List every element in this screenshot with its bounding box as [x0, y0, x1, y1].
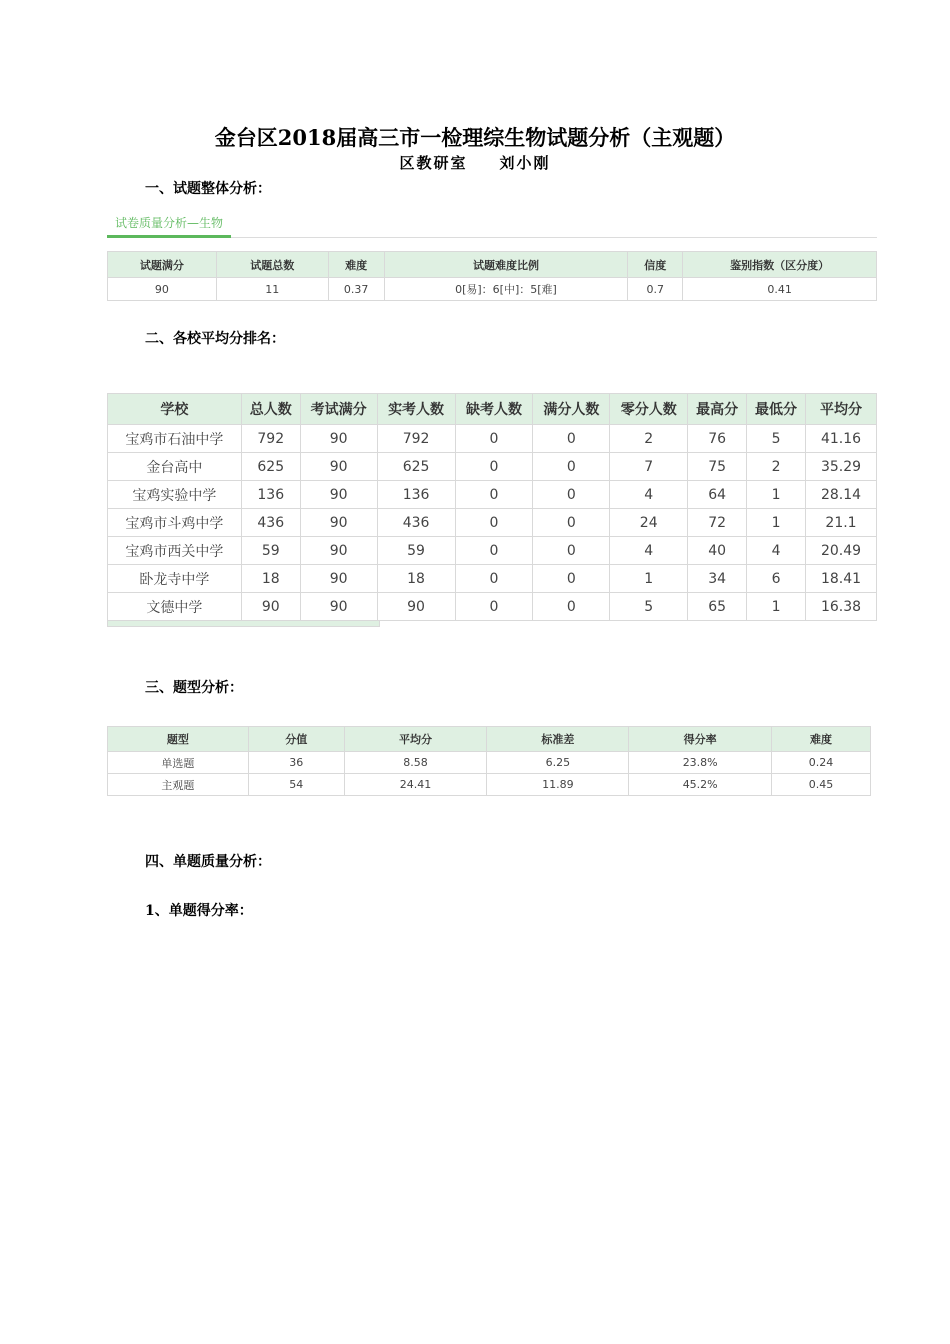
subsection-heading-item-score-rate: 1、单题得分率：	[145, 903, 253, 919]
header-cell: 最高分	[688, 394, 747, 425]
header-cell: 试题总数	[216, 252, 328, 278]
table-row	[108, 752, 871, 774]
table-cell: 0[易]：6[中]：5[难]	[384, 278, 628, 301]
document-title: 金台区2018届高三市一检理综生物试题分析（主观题）	[214, 125, 736, 150]
table-cell: 23.8%	[629, 752, 772, 774]
header-cell: 平均分	[344, 727, 487, 752]
table-cell: 1	[747, 481, 806, 509]
table-cell: 0	[533, 425, 610, 453]
table-cell: 436	[241, 509, 300, 537]
table-cell: 5	[747, 425, 806, 453]
table-cell: 90	[241, 593, 300, 621]
table-cell: 20.49	[805, 537, 876, 565]
header-cell: 信度	[628, 252, 683, 278]
table-cell: 0.24	[772, 752, 871, 774]
table-cell: 文德中学	[108, 593, 242, 621]
table-cell: 54	[248, 774, 344, 796]
table-cell: 1	[610, 565, 688, 593]
header-cell: 考试满分	[300, 394, 377, 425]
table-row	[108, 537, 877, 565]
table-cell: 75	[688, 453, 747, 481]
table-header-row	[108, 252, 877, 278]
table-cell: 0	[533, 481, 610, 509]
table-row	[108, 278, 877, 301]
section-heading-types: 三、题型分析：	[145, 680, 243, 696]
table-header-row	[108, 394, 877, 425]
table-row	[108, 774, 871, 796]
table-row	[108, 565, 877, 593]
table-cell: 792	[377, 425, 455, 453]
table-footer-strip	[107, 621, 380, 627]
table-cell: 16.38	[805, 593, 876, 621]
table-cell: 72	[688, 509, 747, 537]
tab-bar	[107, 213, 877, 238]
table-cell: 2	[610, 425, 688, 453]
table-cell: 59	[377, 537, 455, 565]
header-cell: 标准差	[487, 727, 629, 752]
table-cell: 76	[688, 425, 747, 453]
table-cell: 0	[455, 481, 533, 509]
table-cell: 41.16	[805, 425, 876, 453]
subtitle-org: 区教研室	[399, 154, 468, 172]
header-cell: 试题难度比例	[384, 252, 628, 278]
section-heading-item-quality: 四、单题质量分析：	[145, 854, 271, 870]
table-cell: 90	[300, 481, 377, 509]
table-cell: 35.29	[805, 453, 876, 481]
table-cell: 136	[377, 481, 455, 509]
table-row	[108, 453, 877, 481]
table-cell: 0	[455, 425, 533, 453]
table-cell: 2	[747, 453, 806, 481]
table-cell: 0	[533, 537, 610, 565]
table-cell: 18	[241, 565, 300, 593]
table-row	[108, 509, 877, 537]
table-cell: 0	[455, 453, 533, 481]
table-cell: 45.2%	[629, 774, 772, 796]
tab-exam-quality[interactable]: 试卷质量分析—生物	[107, 213, 231, 238]
table-cell: 0.37	[328, 278, 384, 301]
table-cell: 4	[747, 537, 806, 565]
question-type-table	[107, 726, 871, 796]
table-cell: 0	[455, 593, 533, 621]
table-cell: 11.89	[487, 774, 629, 796]
header-cell: 零分人数	[610, 394, 688, 425]
table-row	[108, 425, 877, 453]
table-cell: 136	[241, 481, 300, 509]
table-cell: 0	[533, 565, 610, 593]
table-cell: 792	[241, 425, 300, 453]
table-cell: 625	[377, 453, 455, 481]
table-cell: 65	[688, 593, 747, 621]
table-cell: 0	[533, 453, 610, 481]
overall-table	[107, 251, 877, 301]
table-cell: 40	[688, 537, 747, 565]
table-cell: 90	[377, 593, 455, 621]
table-cell: 金台高中	[108, 453, 242, 481]
table-cell: 436	[377, 509, 455, 537]
header-cell: 难度	[328, 252, 384, 278]
section-heading-schools: 二、各校平均分排名：	[145, 331, 285, 347]
table-cell: 90	[300, 453, 377, 481]
school-ranking-table	[107, 393, 877, 621]
table-cell: 单选题	[108, 752, 249, 774]
table-cell: 4	[610, 481, 688, 509]
header-cell: 学校	[108, 394, 242, 425]
table-cell: 宝鸡实验中学	[108, 481, 242, 509]
table-cell: 11	[216, 278, 328, 301]
header-cell: 鉴别指数（区分度）	[683, 252, 877, 278]
header-cell: 缺考人数	[455, 394, 533, 425]
table-cell: 90	[300, 537, 377, 565]
table-cell: 0.7	[628, 278, 683, 301]
header-cell: 平均分	[805, 394, 876, 425]
section-heading-overall: 一、试题整体分析：	[145, 181, 271, 197]
table-cell: 0.45	[772, 774, 871, 796]
table-cell: 18.41	[805, 565, 876, 593]
table-cell: 1	[747, 509, 806, 537]
document-subtitle	[0, 152, 950, 173]
table-cell: 625	[241, 453, 300, 481]
table-row	[108, 481, 877, 509]
table-cell: 34	[688, 565, 747, 593]
table-cell: 28.14	[805, 481, 876, 509]
header-cell: 总人数	[241, 394, 300, 425]
table-cell: 0	[455, 509, 533, 537]
header-cell: 试题满分	[108, 252, 217, 278]
table-cell: 6.25	[487, 752, 629, 774]
table-cell: 36	[248, 752, 344, 774]
table-cell: 90	[300, 425, 377, 453]
table-cell: 0	[455, 565, 533, 593]
table-cell: 90	[300, 509, 377, 537]
header-cell: 题型	[108, 727, 249, 752]
table-cell: 6	[747, 565, 806, 593]
table-cell: 18	[377, 565, 455, 593]
table-cell: 21.1	[805, 509, 876, 537]
table-cell: 7	[610, 453, 688, 481]
header-cell: 满分人数	[533, 394, 610, 425]
table-cell: 宝鸡市石油中学	[108, 425, 242, 453]
table-row	[108, 593, 877, 621]
header-cell: 难度	[772, 727, 871, 752]
table-cell: 0	[455, 537, 533, 565]
table-cell: 5	[610, 593, 688, 621]
table-cell: 卧龙寺中学	[108, 565, 242, 593]
table-cell: 59	[241, 537, 300, 565]
table-cell: 8.58	[344, 752, 487, 774]
table-cell: 1	[747, 593, 806, 621]
table-cell: 宝鸡市斗鸡中学	[108, 509, 242, 537]
table-cell: 4	[610, 537, 688, 565]
table-cell: 0	[533, 593, 610, 621]
table-cell: 24.41	[344, 774, 487, 796]
header-cell: 分值	[248, 727, 344, 752]
table-cell: 主观题	[108, 774, 249, 796]
header-cell: 实考人数	[377, 394, 455, 425]
table-cell: 90	[300, 593, 377, 621]
table-cell: 0	[533, 509, 610, 537]
table-header-row	[108, 727, 871, 752]
table-cell: 宝鸡市西关中学	[108, 537, 242, 565]
table-cell: 90	[108, 278, 217, 301]
table-cell: 24	[610, 509, 688, 537]
table-cell: 90	[300, 565, 377, 593]
header-cell: 最低分	[747, 394, 806, 425]
header-cell: 得分率	[629, 727, 772, 752]
table-cell: 64	[688, 481, 747, 509]
table-cell: 0.41	[683, 278, 877, 301]
subtitle-author: 刘小刚	[499, 154, 551, 172]
